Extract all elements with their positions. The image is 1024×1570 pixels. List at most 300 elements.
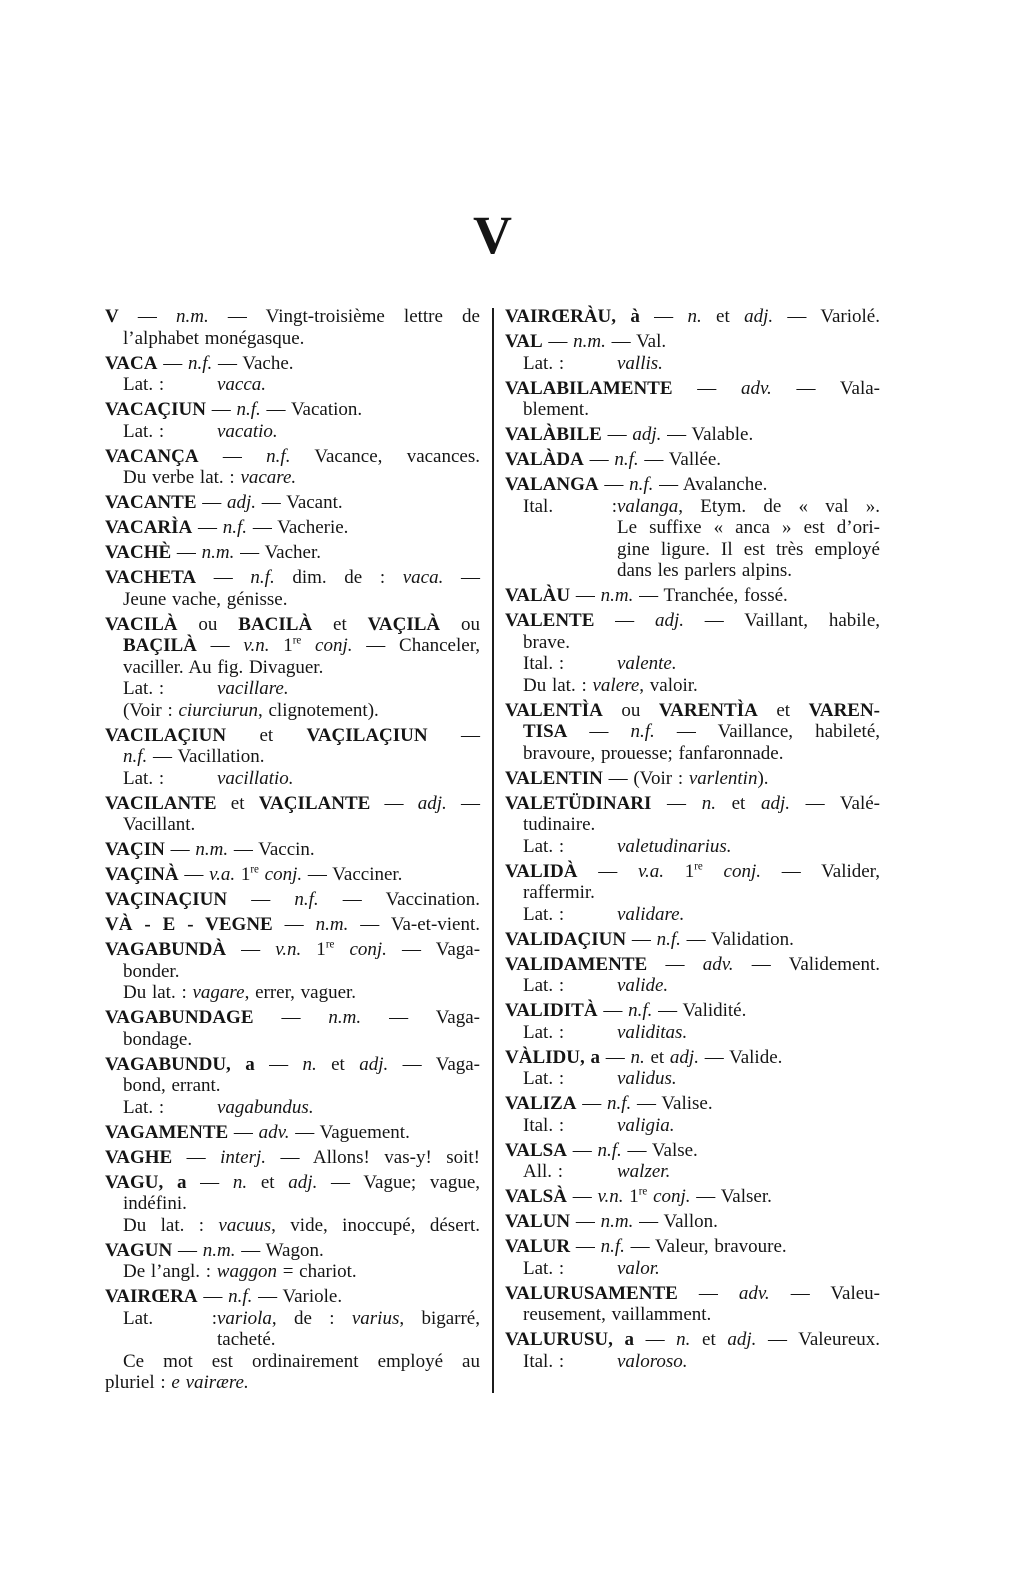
headword-text: VAGHE bbox=[105, 1146, 173, 1168]
italic-text: n.m. bbox=[175, 306, 209, 327]
italic-text: vacca. bbox=[217, 374, 267, 395]
entry-line bbox=[105, 567, 480, 589]
italic-text: n.f. bbox=[187, 352, 213, 374]
regular-text: — Valise. bbox=[631, 1093, 713, 1114]
regular-text: — Vacher. bbox=[234, 542, 322, 563]
regular-text: — Valeureux. bbox=[756, 1329, 880, 1350]
entry-line bbox=[105, 1147, 480, 1169]
regular-text: 1 bbox=[623, 1186, 639, 1207]
italic-text: n. bbox=[676, 1329, 691, 1350]
regular-text: — Vacciner. bbox=[302, 864, 403, 885]
italic-text: adj. bbox=[654, 610, 684, 631]
entry-line bbox=[105, 914, 480, 936]
regular-text: bondage. bbox=[123, 1028, 193, 1050]
regular-text: — Vague; vague, bbox=[317, 1171, 480, 1193]
entry-line bbox=[505, 1047, 880, 1069]
etymology-label: Lat. : bbox=[123, 420, 165, 442]
entry-line bbox=[105, 1286, 480, 1308]
etymology-label: Lat. : bbox=[523, 975, 565, 996]
headword-text: VALÀU bbox=[505, 585, 571, 606]
regular-text: — bbox=[172, 1146, 221, 1168]
regular-text: — bbox=[164, 839, 196, 860]
regular-text: — Vaguement. bbox=[289, 1121, 410, 1143]
dictionary-entry bbox=[505, 585, 880, 607]
italic-text: vacillatio. bbox=[217, 767, 294, 789]
italic-text: n. bbox=[701, 792, 716, 814]
regular-text: — bbox=[567, 721, 631, 742]
headword-text: VAGABUNDAGE bbox=[105, 1007, 254, 1028]
italic-text: adj. bbox=[227, 492, 257, 513]
italic-text: n.f. bbox=[630, 721, 655, 742]
etymology-label: Lat. : bbox=[523, 903, 565, 925]
entry-line bbox=[505, 1140, 880, 1162]
regular-text: et bbox=[757, 699, 809, 721]
italic-text: validitas. bbox=[617, 1021, 688, 1043]
regular-text: brave. bbox=[523, 631, 570, 653]
etymology-label: Lat. : bbox=[123, 767, 165, 789]
dictionary-entry bbox=[105, 399, 480, 442]
headword-text: VARENTÌA bbox=[658, 699, 758, 721]
dictionary-entry bbox=[105, 793, 480, 836]
headword-text: VALUN bbox=[505, 1211, 571, 1232]
headword-text: VAGABUNDÀ bbox=[105, 939, 227, 960]
etymology-label: Lat. : bbox=[523, 835, 565, 857]
entry-line bbox=[505, 1000, 880, 1022]
italic-text: vagare bbox=[192, 982, 245, 1003]
regular-text: et bbox=[316, 1053, 360, 1075]
entry-line bbox=[505, 1115, 880, 1137]
regular-text: — Vaccin. bbox=[228, 839, 315, 860]
entry-line bbox=[105, 1193, 480, 1215]
regular-text: — Va-et-vient. bbox=[348, 914, 481, 935]
regular-text: — bbox=[197, 1286, 229, 1307]
regular-text: et bbox=[216, 792, 259, 814]
regular-text: Jeune vache, génisse. bbox=[123, 588, 288, 610]
page-content bbox=[105, 0, 881, 1397]
headword-text: VACILÀ bbox=[105, 613, 178, 635]
dictionary-entry bbox=[105, 1172, 480, 1237]
entry-line bbox=[105, 939, 480, 961]
dictionary-entry bbox=[105, 864, 480, 886]
etymology-label: Lat. : bbox=[523, 352, 565, 374]
regular-text: — bbox=[633, 1329, 677, 1350]
superscript-text: re bbox=[694, 860, 703, 873]
dictionary-entry bbox=[505, 1093, 880, 1136]
italic-text: adj. bbox=[288, 1171, 318, 1193]
entry-line bbox=[505, 610, 880, 632]
headword-text: VAÇILÀ bbox=[367, 613, 441, 635]
italic-text: adv. bbox=[258, 1121, 290, 1143]
regular-text: 1 bbox=[235, 864, 251, 885]
headword-text: VALSÀ bbox=[505, 1186, 567, 1207]
regular-text: , clignotement). bbox=[258, 699, 379, 721]
regular-text: bond, errant. bbox=[123, 1075, 221, 1096]
headword-text: BAÇILÀ bbox=[123, 635, 197, 656]
headword-text: VALIDÀ bbox=[505, 860, 578, 882]
regular-text: — Vala- bbox=[771, 377, 880, 399]
entry-line bbox=[505, 1236, 880, 1258]
dictionary-entry bbox=[105, 567, 480, 610]
italic-text: n.f. bbox=[294, 889, 319, 910]
headword-text: VALIDITÀ bbox=[505, 1000, 598, 1021]
regular-text: , de : bbox=[271, 1307, 352, 1329]
italic-text: walzer. bbox=[617, 1161, 671, 1182]
regular-text: , vide, inoccupé, désert. bbox=[271, 1214, 480, 1236]
italic-text: n.m. bbox=[600, 1211, 634, 1232]
regular-text: — Vacant. bbox=[256, 492, 343, 513]
dictionary-entry bbox=[505, 1047, 880, 1090]
regular-text: gine ligure. Il est très employé bbox=[617, 538, 880, 560]
columns-container bbox=[105, 306, 881, 1397]
dictionary-entry bbox=[505, 1000, 880, 1043]
entry-line bbox=[505, 378, 880, 400]
italic-text: ciurciurun bbox=[178, 699, 258, 721]
regular-text: Vacillant. bbox=[123, 814, 196, 835]
regular-text: — bbox=[639, 306, 688, 327]
entry-line bbox=[505, 1304, 880, 1326]
entry-line bbox=[105, 1308, 480, 1330]
italic-text: validare. bbox=[617, 903, 685, 925]
regular-text: — Valide. bbox=[698, 1046, 783, 1068]
entry-line bbox=[505, 861, 880, 883]
regular-text: — bbox=[566, 1139, 598, 1161]
regular-text: — Validement. bbox=[733, 953, 880, 975]
entry-line bbox=[505, 632, 880, 654]
italic-text: adj. bbox=[744, 306, 774, 327]
italic-text: vacatio. bbox=[217, 420, 278, 442]
headword-text: VALÀDA bbox=[505, 449, 584, 470]
entry-line bbox=[105, 589, 480, 611]
column-1 bbox=[105, 306, 480, 1397]
entry-line bbox=[105, 1329, 480, 1351]
entry-line bbox=[505, 399, 880, 421]
entry-line bbox=[105, 700, 480, 722]
italic-text: n.m. bbox=[600, 585, 634, 606]
italic-text: n. bbox=[232, 1171, 248, 1193]
entry-line bbox=[105, 1029, 480, 1051]
regular-text: dim. de : bbox=[274, 567, 403, 588]
regular-text: — Valse. bbox=[621, 1139, 698, 1161]
regular-text: — bbox=[196, 567, 251, 588]
regular-text: De l’angl. : bbox=[123, 1261, 217, 1282]
headword-text: VALUR bbox=[505, 1236, 571, 1257]
regular-text: — bbox=[198, 445, 267, 467]
italic-text: n. bbox=[687, 306, 702, 327]
regular-text: — bbox=[542, 331, 574, 352]
entry-line bbox=[505, 1283, 880, 1305]
entry-line bbox=[505, 1258, 880, 1280]
italic-text: conj. bbox=[315, 635, 353, 656]
regular-text: , errer, vaguer. bbox=[244, 982, 357, 1003]
entry-line bbox=[505, 424, 880, 446]
italic-text: n.m. bbox=[573, 331, 606, 352]
regular-text: et bbox=[312, 613, 368, 635]
italic-text: vagabundus. bbox=[217, 1096, 314, 1118]
regular-text: — bbox=[647, 953, 703, 975]
dictionary-entry bbox=[505, 306, 880, 328]
regular-text: , valoir. bbox=[639, 674, 698, 696]
headword-text: VAIRŒRA bbox=[105, 1286, 198, 1307]
regular-text: — Validité. bbox=[652, 1000, 747, 1021]
dictionary-entry bbox=[505, 793, 880, 858]
regular-text: tacheté. bbox=[217, 1329, 276, 1350]
headword-text: VAGAMENTE bbox=[105, 1121, 229, 1143]
headword-text: VAÇILANTE bbox=[258, 792, 371, 814]
regular-text: — bbox=[228, 1121, 259, 1143]
italic-text: v.n. bbox=[597, 1186, 624, 1207]
italic-text: n.f. bbox=[629, 474, 654, 495]
entry-line bbox=[105, 725, 480, 747]
dictionary-entry bbox=[105, 1147, 480, 1169]
dictionary-entry bbox=[505, 1236, 880, 1279]
dictionary-entry bbox=[505, 700, 880, 765]
entry-line bbox=[505, 1068, 880, 1090]
italic-text: adv. bbox=[741, 377, 772, 399]
regular-text: — Valé- bbox=[789, 792, 880, 814]
headword-text: BACILÀ bbox=[238, 613, 313, 635]
column-divider-rule bbox=[492, 308, 494, 1393]
headword-text: VAGU, a bbox=[105, 1171, 187, 1193]
italic-text: n.f. bbox=[250, 567, 275, 588]
entry-line bbox=[105, 889, 480, 911]
entry-line bbox=[105, 306, 480, 328]
regular-text: — bbox=[577, 860, 638, 882]
regular-text: ou bbox=[177, 613, 239, 635]
italic-text: adj. bbox=[669, 1046, 699, 1068]
regular-text: — bbox=[272, 914, 316, 935]
entry-line bbox=[105, 542, 480, 564]
dictionary-entry bbox=[505, 861, 880, 926]
entry-line bbox=[105, 1007, 480, 1029]
headword-text: VACANÇA bbox=[105, 445, 199, 467]
headword-text: VAREN- bbox=[808, 699, 881, 721]
entry-line bbox=[505, 793, 880, 815]
entry-line bbox=[105, 864, 480, 886]
entry-line bbox=[105, 657, 480, 679]
entry-line bbox=[105, 768, 480, 790]
regular-text: — bbox=[566, 1186, 598, 1207]
italic-text: n.m. bbox=[315, 914, 349, 935]
italic-text: n.f. bbox=[266, 445, 291, 467]
regular-text: — Valable. bbox=[661, 424, 754, 445]
regular-text: — Vacherie. bbox=[247, 517, 349, 538]
regular-text: — Avalanche. bbox=[653, 474, 768, 495]
italic-text: n.m. bbox=[202, 1239, 236, 1261]
regular-text: ou bbox=[440, 613, 481, 635]
entry-line bbox=[505, 653, 880, 675]
entry-line bbox=[505, 517, 880, 539]
italic-text: adj. bbox=[417, 792, 447, 814]
headword-text: V bbox=[105, 306, 119, 327]
entry-line bbox=[505, 560, 880, 582]
italic-text: validus. bbox=[617, 1068, 677, 1089]
entry-line bbox=[505, 331, 880, 353]
regular-text: — Valser. bbox=[690, 1186, 772, 1207]
entry-line bbox=[505, 1093, 880, 1115]
regular-text: — bbox=[598, 474, 630, 495]
entry-line bbox=[505, 474, 880, 496]
regular-text: — bbox=[196, 635, 244, 656]
entry-line bbox=[505, 975, 880, 997]
entry-line bbox=[105, 1054, 480, 1076]
regular-text: 1 bbox=[269, 635, 293, 656]
entry-line bbox=[505, 1022, 880, 1044]
headword-text: VACILANTE bbox=[105, 792, 217, 814]
entry-line bbox=[505, 836, 880, 858]
dictionary-entry bbox=[105, 446, 480, 489]
headword-text: VACAÇIUN bbox=[105, 399, 206, 420]
italic-text: n.f. bbox=[614, 449, 639, 470]
entry-line bbox=[105, 793, 480, 815]
entry-line bbox=[105, 1172, 480, 1194]
headword-text: VAL bbox=[505, 331, 543, 352]
regular-text: — Variolé. bbox=[773, 306, 880, 327]
entry-line bbox=[505, 675, 880, 697]
entry-line bbox=[105, 374, 480, 396]
superscript-text: re bbox=[292, 634, 302, 647]
italic-text: v.a. bbox=[209, 864, 236, 885]
dictionary-entry bbox=[105, 492, 480, 514]
entry-line bbox=[105, 517, 480, 539]
italic-text: varlentin bbox=[688, 767, 758, 789]
headword-text: VACANTE bbox=[105, 492, 197, 513]
regular-text: — Valider, bbox=[761, 860, 880, 882]
italic-text: adj. bbox=[359, 1053, 389, 1075]
entry-line bbox=[105, 446, 480, 468]
regular-text: , bigarré, bbox=[399, 1307, 480, 1329]
entry-line bbox=[105, 1075, 480, 1097]
regular-text: blement. bbox=[523, 399, 589, 420]
italic-text: n.f. bbox=[628, 1000, 653, 1021]
regular-text: — bbox=[601, 424, 633, 445]
entry-line bbox=[105, 1351, 480, 1373]
entry-line bbox=[505, 882, 880, 904]
entry-line bbox=[105, 1372, 480, 1394]
regular-text: — bbox=[672, 377, 741, 399]
regular-text: — bbox=[570, 1211, 601, 1232]
entry-line bbox=[105, 421, 480, 443]
italic-text: waggon bbox=[216, 1261, 277, 1282]
regular-text: dans les parlers alpins. bbox=[617, 560, 793, 581]
headword-text: VAGABUNDU, a bbox=[105, 1053, 255, 1075]
regular-text: — Vallée. bbox=[638, 449, 722, 470]
headword-text: VALURUSU, a bbox=[505, 1329, 634, 1350]
headword-text: VACHETA bbox=[105, 567, 197, 588]
regular-text: — bbox=[254, 1053, 303, 1075]
regular-text: bonder. bbox=[123, 960, 180, 982]
italic-text: valor. bbox=[617, 1257, 660, 1279]
entry-line bbox=[505, 814, 880, 836]
entry-line bbox=[105, 1122, 480, 1144]
regular-text: — bbox=[178, 864, 210, 885]
headword-text: VALENTE bbox=[505, 610, 595, 631]
regular-text: Vacance, vacances. bbox=[290, 445, 481, 467]
etymology-label: Ital. : bbox=[523, 1114, 565, 1136]
entry-line bbox=[505, 1351, 880, 1373]
regular-text: — bbox=[597, 1000, 629, 1021]
italic-text: valide. bbox=[617, 975, 669, 996]
etymology-label: Lat. : bbox=[123, 374, 165, 395]
regular-text: — bbox=[594, 610, 655, 631]
dictionary-entry bbox=[105, 1007, 480, 1050]
regular-text: et bbox=[226, 724, 307, 746]
headword-text: VALÀBILE bbox=[505, 424, 602, 445]
italic-text: vacare. bbox=[240, 467, 297, 488]
regular-text: — bbox=[227, 889, 295, 910]
regular-text: ). bbox=[757, 767, 769, 789]
entry-line bbox=[505, 1329, 880, 1351]
headword-text: TISA bbox=[523, 721, 568, 742]
regular-text: — Val. bbox=[605, 331, 667, 352]
regular-text: Du verbe lat. : bbox=[123, 467, 241, 488]
etymology-label: Lat. : bbox=[123, 678, 165, 699]
entry-line bbox=[505, 353, 880, 375]
dictionary-entry bbox=[505, 610, 880, 696]
regular-text: — Vaga- bbox=[386, 939, 481, 960]
regular-text: — Vallon. bbox=[633, 1211, 718, 1232]
entry-line bbox=[505, 539, 880, 561]
entry-line bbox=[505, 1211, 880, 1233]
headword-text: VACILAÇIUN bbox=[105, 724, 227, 746]
regular-text: — bbox=[570, 1236, 601, 1257]
headword-text: VALIZA bbox=[505, 1093, 577, 1114]
headword-text: VALABILAMENTE bbox=[505, 377, 673, 399]
dictionary-entry bbox=[505, 954, 880, 997]
dictionary-entry bbox=[105, 1286, 480, 1394]
regular-text: — Vingt-troisième lettre de bbox=[208, 306, 480, 327]
headword-text: VAÇILAÇIUN bbox=[306, 724, 428, 746]
regular-text: bravoure, prouesse; fanfaronnade. bbox=[523, 742, 784, 764]
regular-text: — Variole. bbox=[252, 1286, 343, 1307]
regular-text: — Vacation. bbox=[260, 399, 363, 420]
italic-text: conj. bbox=[349, 939, 387, 960]
italic-text: adv. bbox=[702, 953, 734, 975]
regular-text: — Vaga- bbox=[388, 1053, 481, 1075]
headword-text: VAÇIN bbox=[105, 839, 165, 860]
regular-text: 1 bbox=[664, 860, 695, 882]
superscript-text: re bbox=[250, 863, 259, 876]
italic-text: valente. bbox=[617, 653, 677, 674]
regular-text: — (Voir : bbox=[602, 767, 689, 789]
regular-text: — Tranchée, fossé. bbox=[633, 585, 788, 606]
entry-line bbox=[105, 635, 480, 657]
regular-text: — bbox=[171, 542, 202, 563]
regular-text: — Allons! vas-y! soit! bbox=[266, 1146, 480, 1168]
regular-text: Le suffixe « anca » est d’ori- bbox=[617, 517, 880, 538]
italic-text: n.f. bbox=[606, 1093, 632, 1114]
regular-text: et bbox=[644, 1046, 670, 1068]
dictionary-entry bbox=[105, 1122, 480, 1144]
italic-text: valanga bbox=[617, 495, 679, 517]
regular-text: — Chanceler, bbox=[352, 635, 481, 656]
dictionary-entry bbox=[505, 1186, 880, 1208]
headword-text: VALIDAÇIUN bbox=[505, 928, 627, 950]
entry-line bbox=[105, 1261, 480, 1283]
etymology-label: Ital. : bbox=[523, 1350, 565, 1372]
headword-text: VACARÌA bbox=[105, 517, 193, 538]
dictionary-entry bbox=[505, 1211, 880, 1233]
regular-text: — bbox=[599, 1046, 631, 1068]
italic-text: e vairære. bbox=[171, 1372, 249, 1393]
italic-text: v.n. bbox=[275, 939, 302, 960]
headword-text: VACHÈ bbox=[105, 542, 172, 563]
regular-text: — bbox=[370, 792, 418, 814]
entry-line bbox=[105, 1215, 480, 1237]
entry-line bbox=[505, 904, 880, 926]
etymology-label: Lat. : bbox=[123, 1307, 217, 1329]
dictionary-entry bbox=[505, 331, 880, 374]
entry-line bbox=[105, 399, 480, 421]
